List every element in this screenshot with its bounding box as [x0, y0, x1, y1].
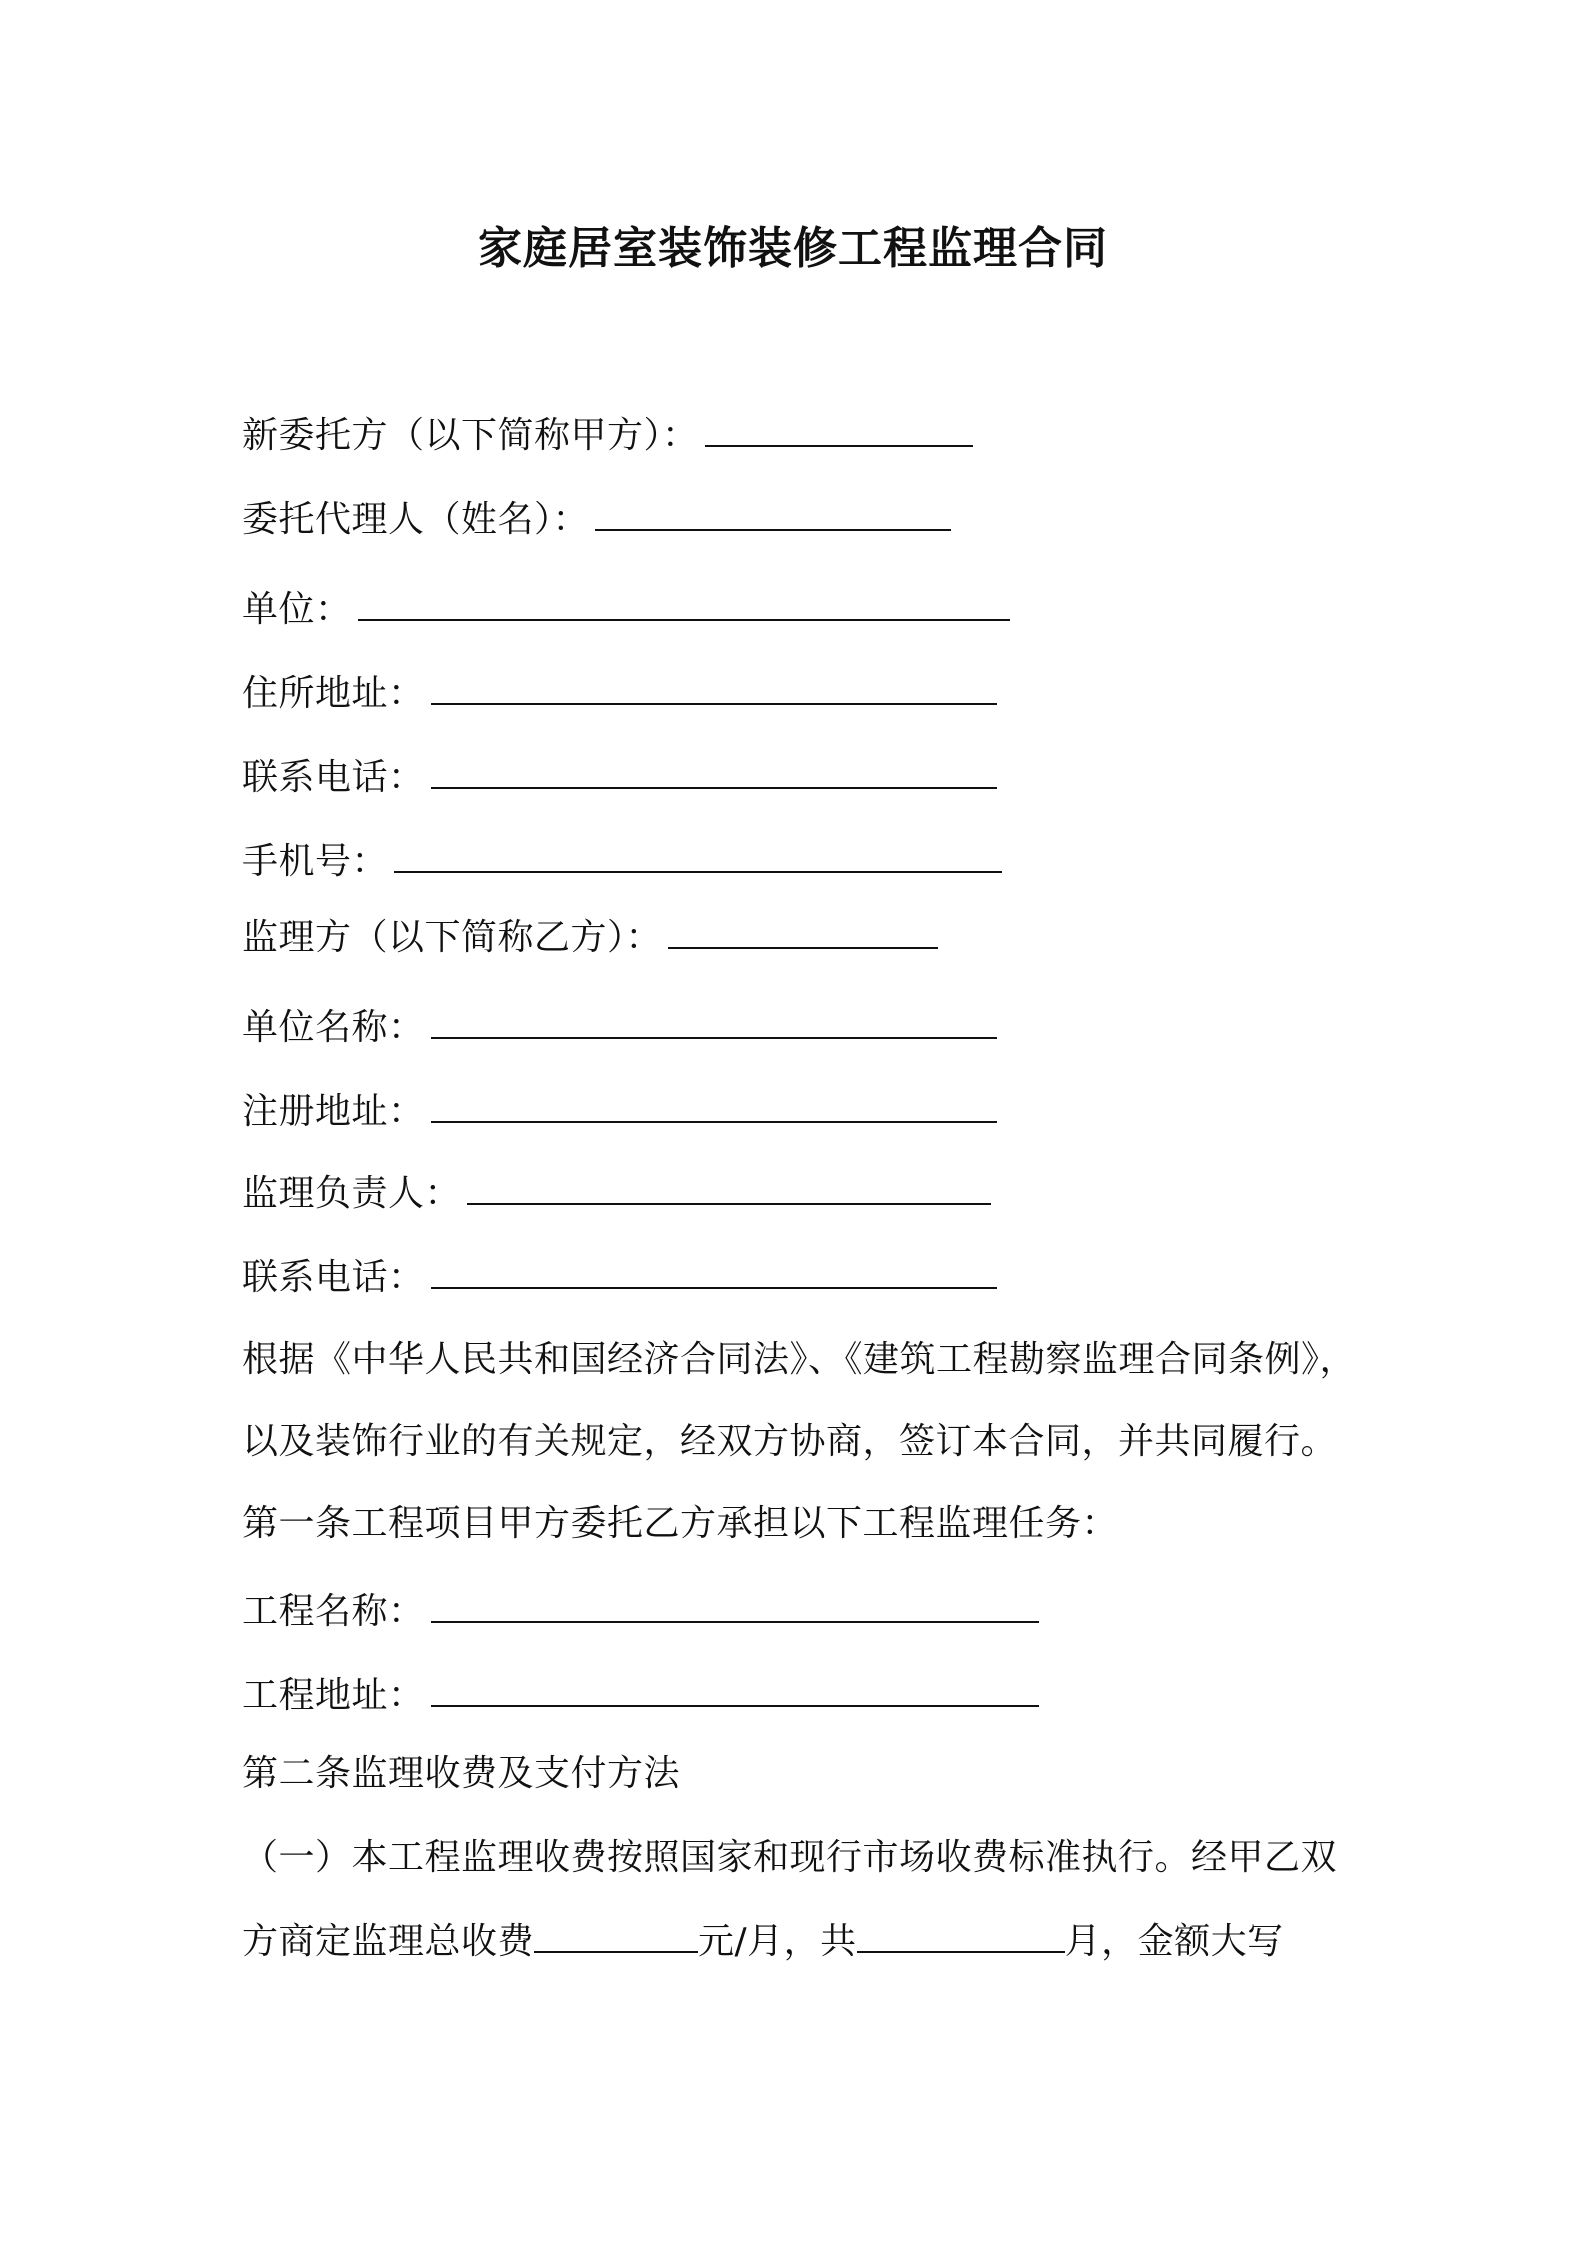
party-a-address-blank[interactable] [431, 673, 997, 705]
article-1-heading: 第一条工程项目甲方委托乙方承担以下工程监理任务： [242, 1503, 1119, 1544]
party-a-mobile-blank[interactable] [394, 841, 1002, 873]
party-a-unit-label: 单位： [242, 589, 352, 630]
party-a-unit-row [242, 586, 1010, 634]
party-a-agent-blank[interactable] [595, 499, 951, 531]
months-blank[interactable] [857, 1921, 1065, 1953]
party-b-supervisor-blank[interactable] [668, 917, 938, 949]
party-a-agent-row [242, 496, 951, 544]
article-2-clause-1-line-1: （一）本工程监理收费按照国家和现行市场收费标准执行。经甲乙双 [242, 1837, 1338, 1878]
amount-label: 月，金额大写 [1064, 1921, 1284, 1962]
party-b-unit-name-blank[interactable] [431, 1007, 997, 1039]
project-address-label: 工程地址： [242, 1675, 425, 1716]
party-a-phone-row [242, 754, 997, 802]
party-a-client-row [242, 412, 973, 460]
project-address-blank[interactable] [431, 1675, 1039, 1707]
fee-label: 方商定监理总收费 [242, 1921, 535, 1962]
project-name-row [242, 1588, 1039, 1636]
party-a-agent-label: 委托代理人（姓名）： [242, 499, 590, 540]
document-title: 家庭居室装饰装修工程监理合同 [478, 223, 1108, 274]
preamble-line-2: 以及装饰行业的有关规定，经双方协商，签订本合同，并共同履行。 [242, 1421, 1338, 1462]
party-b-supervisor-row [242, 914, 938, 962]
project-name-blank[interactable] [431, 1591, 1039, 1623]
party-a-phone-label: 联系电话： [242, 757, 425, 798]
article-2-clause-1-line-2 [242, 1918, 1284, 1966]
fee-unit-label: 元/月，共 [698, 1921, 857, 1962]
project-address-row [242, 1672, 1039, 1720]
party-b-unit-name-row [242, 1004, 997, 1052]
party-a-phone-blank[interactable] [431, 757, 997, 789]
preamble-line-1: 根据《中华人民共和国经济合同法》、《建筑工程勘察监理合同条例》， [242, 1339, 1357, 1380]
party-a-client-blank[interactable] [705, 415, 973, 447]
project-name-label: 工程名称： [242, 1591, 425, 1632]
party-b-supervisor-label: 监理方（以下简称乙方）： [242, 917, 663, 958]
party-b-registered-address-row [242, 1088, 997, 1136]
party-a-client-label: 新委托方（以下简称甲方）： [242, 415, 699, 456]
party-a-mobile-label: 手机号： [242, 841, 389, 882]
party-b-phone-blank[interactable] [431, 1257, 997, 1289]
party-b-registered-address-blank[interactable] [431, 1091, 997, 1123]
party-b-phone-row [242, 1254, 997, 1302]
party-a-mobile-row [242, 838, 1002, 886]
party-a-address-row [242, 670, 997, 718]
party-b-registered-address-label: 注册地址： [242, 1091, 425, 1132]
party-b-manager-blank[interactable] [467, 1173, 991, 1205]
party-a-unit-blank[interactable] [358, 589, 1010, 621]
monthly-fee-blank[interactable] [534, 1921, 698, 1953]
article-2-heading: 第二条监理收费及支付方法 [242, 1753, 681, 1794]
party-b-unit-name-label: 单位名称： [242, 1007, 425, 1048]
party-b-manager-label: 监理负责人： [242, 1173, 462, 1214]
party-b-manager-row [242, 1170, 991, 1218]
party-a-address-label: 住所地址： [242, 673, 425, 714]
party-b-phone-label: 联系电话： [242, 1257, 425, 1298]
